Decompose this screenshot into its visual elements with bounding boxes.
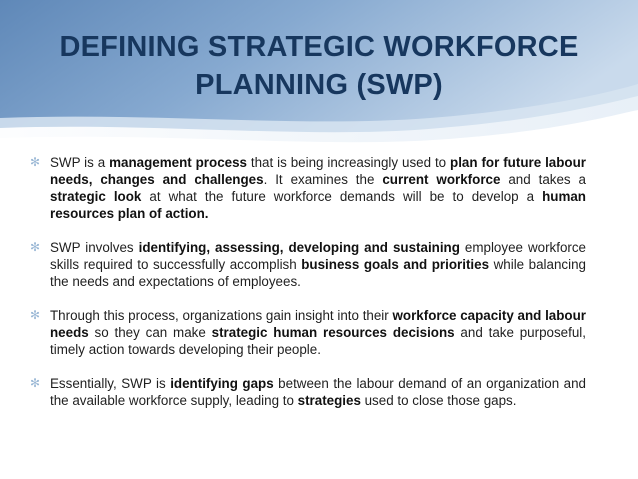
bullet-plain-text: used to close those gaps. bbox=[360, 393, 517, 408]
bullet-plain-text: employee workforce skills required to successfully accomplish bbox=[50, 240, 587, 272]
bullet-emphasis-text: strategies bbox=[297, 393, 361, 408]
bullet-list bbox=[30, 154, 586, 426]
bullet-plain-text: SWP involves bbox=[50, 240, 139, 255]
bullet-plain-text: that is being increasingly used to bbox=[246, 155, 451, 170]
bullet-plain-text: and takes a bbox=[500, 172, 586, 187]
bullet-plain-text: Essentially, SWP is bbox=[50, 376, 171, 391]
bullet-emphasis-text: business goals and priorities bbox=[301, 257, 490, 272]
bullet-emphasis-text: human resources plan of action. bbox=[50, 189, 586, 221]
bullet-emphasis-text: workforce capacity and labour needs bbox=[50, 308, 586, 340]
bullet-text bbox=[50, 376, 586, 408]
bullet-plain-text: so they can make bbox=[88, 325, 212, 340]
bullet-plain-text: SWP is a bbox=[50, 155, 110, 170]
bullet-plain-text: between the labour demand of an organization and the available workforce supply, leading to bbox=[50, 376, 586, 408]
bullet-plain-text: at what the future workforce demands will be to develop a bbox=[141, 189, 543, 204]
bullet-plain-text: while balancing the needs and expectations of employees. bbox=[50, 257, 586, 289]
bullet-emphasis-text: plan for future labour needs, changes and challenges bbox=[50, 155, 586, 187]
asterisk-bullet-icon: ✻ bbox=[30, 376, 41, 390]
bullet-emphasis-text: identifying gaps bbox=[170, 376, 274, 391]
asterisk-bullet-icon: ✻ bbox=[30, 240, 41, 254]
bullet-text bbox=[50, 308, 586, 357]
bullet-plain-text: Through this process, organizations gain insight into their bbox=[50, 308, 393, 323]
asterisk-bullet-icon: ✻ bbox=[30, 308, 41, 322]
bullet-emphasis-text: strategic look bbox=[50, 189, 142, 204]
bullet-item-1 bbox=[30, 154, 586, 222]
bullet-plain-text: and take purposeful, timely action towards developing their people. bbox=[50, 325, 586, 357]
bullet-emphasis-text: strategic human resources decisions bbox=[211, 325, 455, 340]
slide-title-line-2: PLANNING (SWP) bbox=[195, 69, 443, 101]
bullet-text bbox=[50, 240, 586, 289]
bullet-text bbox=[50, 155, 586, 221]
bullet-item-3 bbox=[30, 307, 586, 358]
bullet-plain-text: . It examines the bbox=[263, 172, 383, 187]
slide-title-line-1: DEFINING STRATEGIC WORKFORCE bbox=[59, 31, 579, 63]
asterisk-bullet-icon: ✻ bbox=[30, 155, 41, 169]
bullet-item-2 bbox=[30, 239, 586, 290]
slide-title bbox=[20, 28, 618, 104]
bullet-item-4 bbox=[30, 375, 586, 409]
bullet-emphasis-text: identifying, assessing, developing and sustaining bbox=[138, 240, 460, 255]
bullet-emphasis-text: management process bbox=[109, 155, 247, 170]
bullet-emphasis-text: current workforce bbox=[382, 172, 501, 187]
